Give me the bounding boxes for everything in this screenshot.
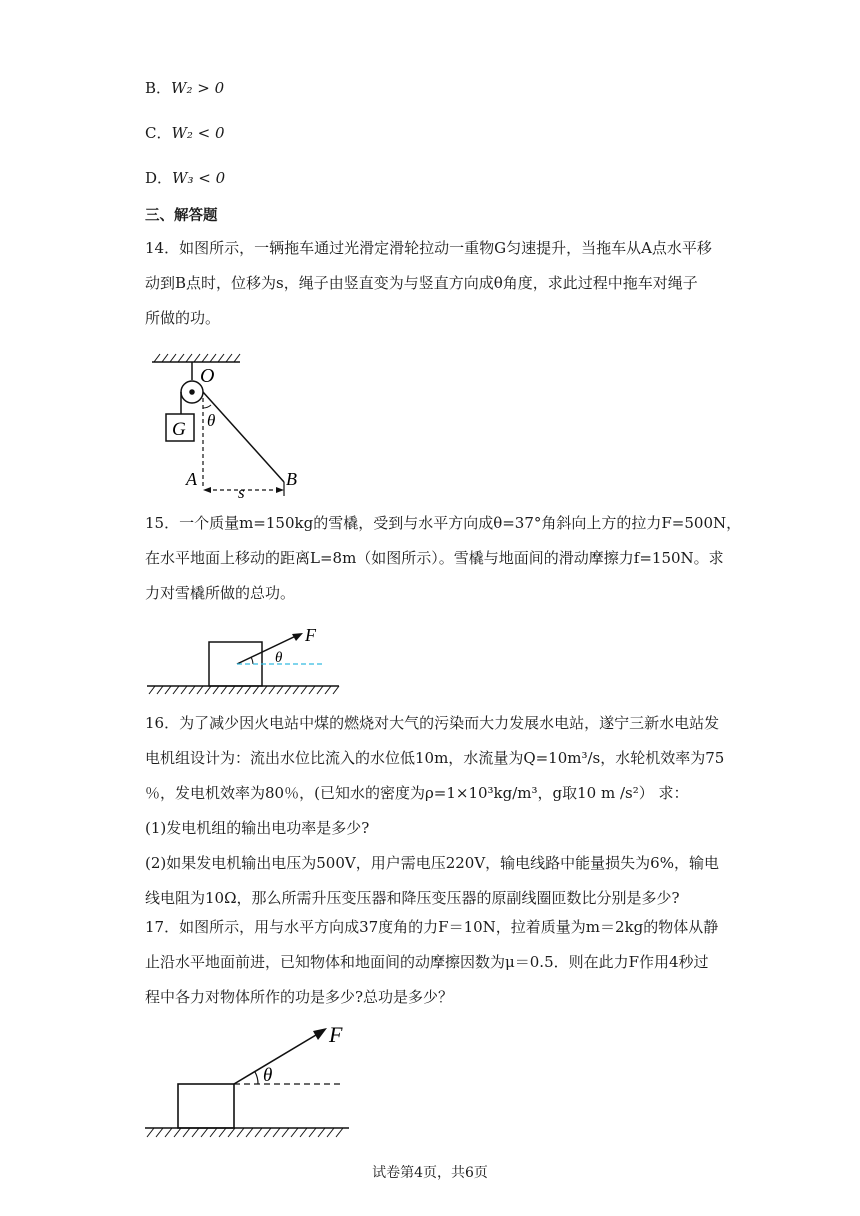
- force-arrowhead: [313, 1028, 327, 1040]
- q16-line-3: ％，发电机效率为80％，(已知水的密度为ρ=1×10³kg/m³，g取10 m /s²） 求：: [145, 784, 689, 802]
- label-s: s: [238, 483, 245, 500]
- rope-to-b: [203, 392, 284, 482]
- q14-pulley-figure: [146, 348, 306, 500]
- option-b-expr: W₂ > 0: [171, 79, 225, 97]
- q17-line-2: 止沿水平地面前进，已知物体和地面间的动摩擦因数为μ＝0.5．则在此力F作用4秒过: [145, 953, 709, 971]
- label-theta: θ: [275, 650, 283, 666]
- force-line: [237, 635, 298, 664]
- q16-line-4: (1)发电机组的输出电功率是多少?: [145, 819, 370, 837]
- s-arrow-left: [203, 487, 211, 493]
- label-theta: θ: [263, 1065, 273, 1086]
- pulley-axle: [190, 390, 194, 394]
- label-theta: θ: [207, 411, 216, 430]
- option-c-letter: C．: [145, 124, 172, 142]
- q16-line-5: (2)如果发电机输出电压为500V，用户需电压220V，输电线路中能量损失为6%，输电: [145, 854, 719, 872]
- ceiling-hatch: [154, 354, 240, 362]
- theta-arc: [251, 657, 253, 664]
- q17-line-1: 17．如图所示，用与水平方向成37度角的力F＝10N，拉着质量为m＝2kg的物体从静: [145, 918, 719, 936]
- label-a: A: [186, 469, 197, 489]
- q16-line-6: 线电阻为10Ω，那么所需升压变压器和降压变压器的原副线圈匝数比分别是多少?: [145, 889, 680, 907]
- q14-line-3: 所做的功。: [145, 309, 221, 327]
- q15-line-2: 在水平地面上移动的距离L=8m（如图所示）。雪橇与地面间的滑动摩擦力f=150N。求: [145, 549, 724, 567]
- label-b: B: [286, 469, 297, 489]
- page-footer: 试卷第4页，共6页: [372, 1165, 488, 1181]
- option-d: [145, 168, 225, 188]
- q17-line-3: 程中各力对物体所作的功是多少?总功是多少？: [145, 988, 454, 1006]
- option-d-expr: W₃ < 0: [172, 169, 226, 187]
- q17-block-figure: [143, 1016, 353, 1140]
- ground-hatch: [149, 686, 339, 694]
- theta-arc: [203, 405, 211, 408]
- section-title: 三、解答题: [145, 208, 218, 224]
- ground-hatch: [147, 1128, 343, 1137]
- block-box: [178, 1084, 234, 1128]
- label-f: F: [305, 625, 316, 645]
- option-b: [145, 78, 224, 98]
- q14-line-1: 14．如图所示，一辆拖车通过光滑定滑轮拉动一重物G匀速提升，当拖车从A点水平移: [145, 239, 712, 257]
- force-line: [234, 1032, 321, 1084]
- option-b-letter: B．: [145, 79, 172, 97]
- q15-line-3: 力对雪橇所做的总功。: [145, 584, 296, 602]
- q15-line-1: 15．一个质量m=150kg的雪橇，受到与水平方向成θ=37°角斜向上方的拉力F=500N，: [145, 514, 742, 532]
- q14-line-2: 动到B点时，位移为s，绳子由竖直变为与竖直方向成θ角度，求此过程中拖车对绳子: [145, 274, 698, 292]
- option-d-letter: D．: [145, 169, 173, 187]
- label-g: G: [172, 419, 186, 440]
- option-c-expr: W₂ < 0: [171, 124, 225, 142]
- q16-line-1: 16．为了减少因火电站中煤的燃烧对大气的污染而大力发展水电站，遂宁三新水电站发: [145, 714, 720, 732]
- label-f: F: [329, 1022, 343, 1047]
- option-c: [145, 123, 225, 143]
- s-arrow-right: [276, 487, 284, 493]
- label-o: O: [200, 365, 215, 387]
- q16-line-2: 电机组设计为：流出水位比流入的水位低10m，水流量为Q=10m³/s，水轮机效率为75: [145, 749, 725, 767]
- theta-arc: [255, 1072, 258, 1084]
- q15-sled-figure: [145, 622, 345, 698]
